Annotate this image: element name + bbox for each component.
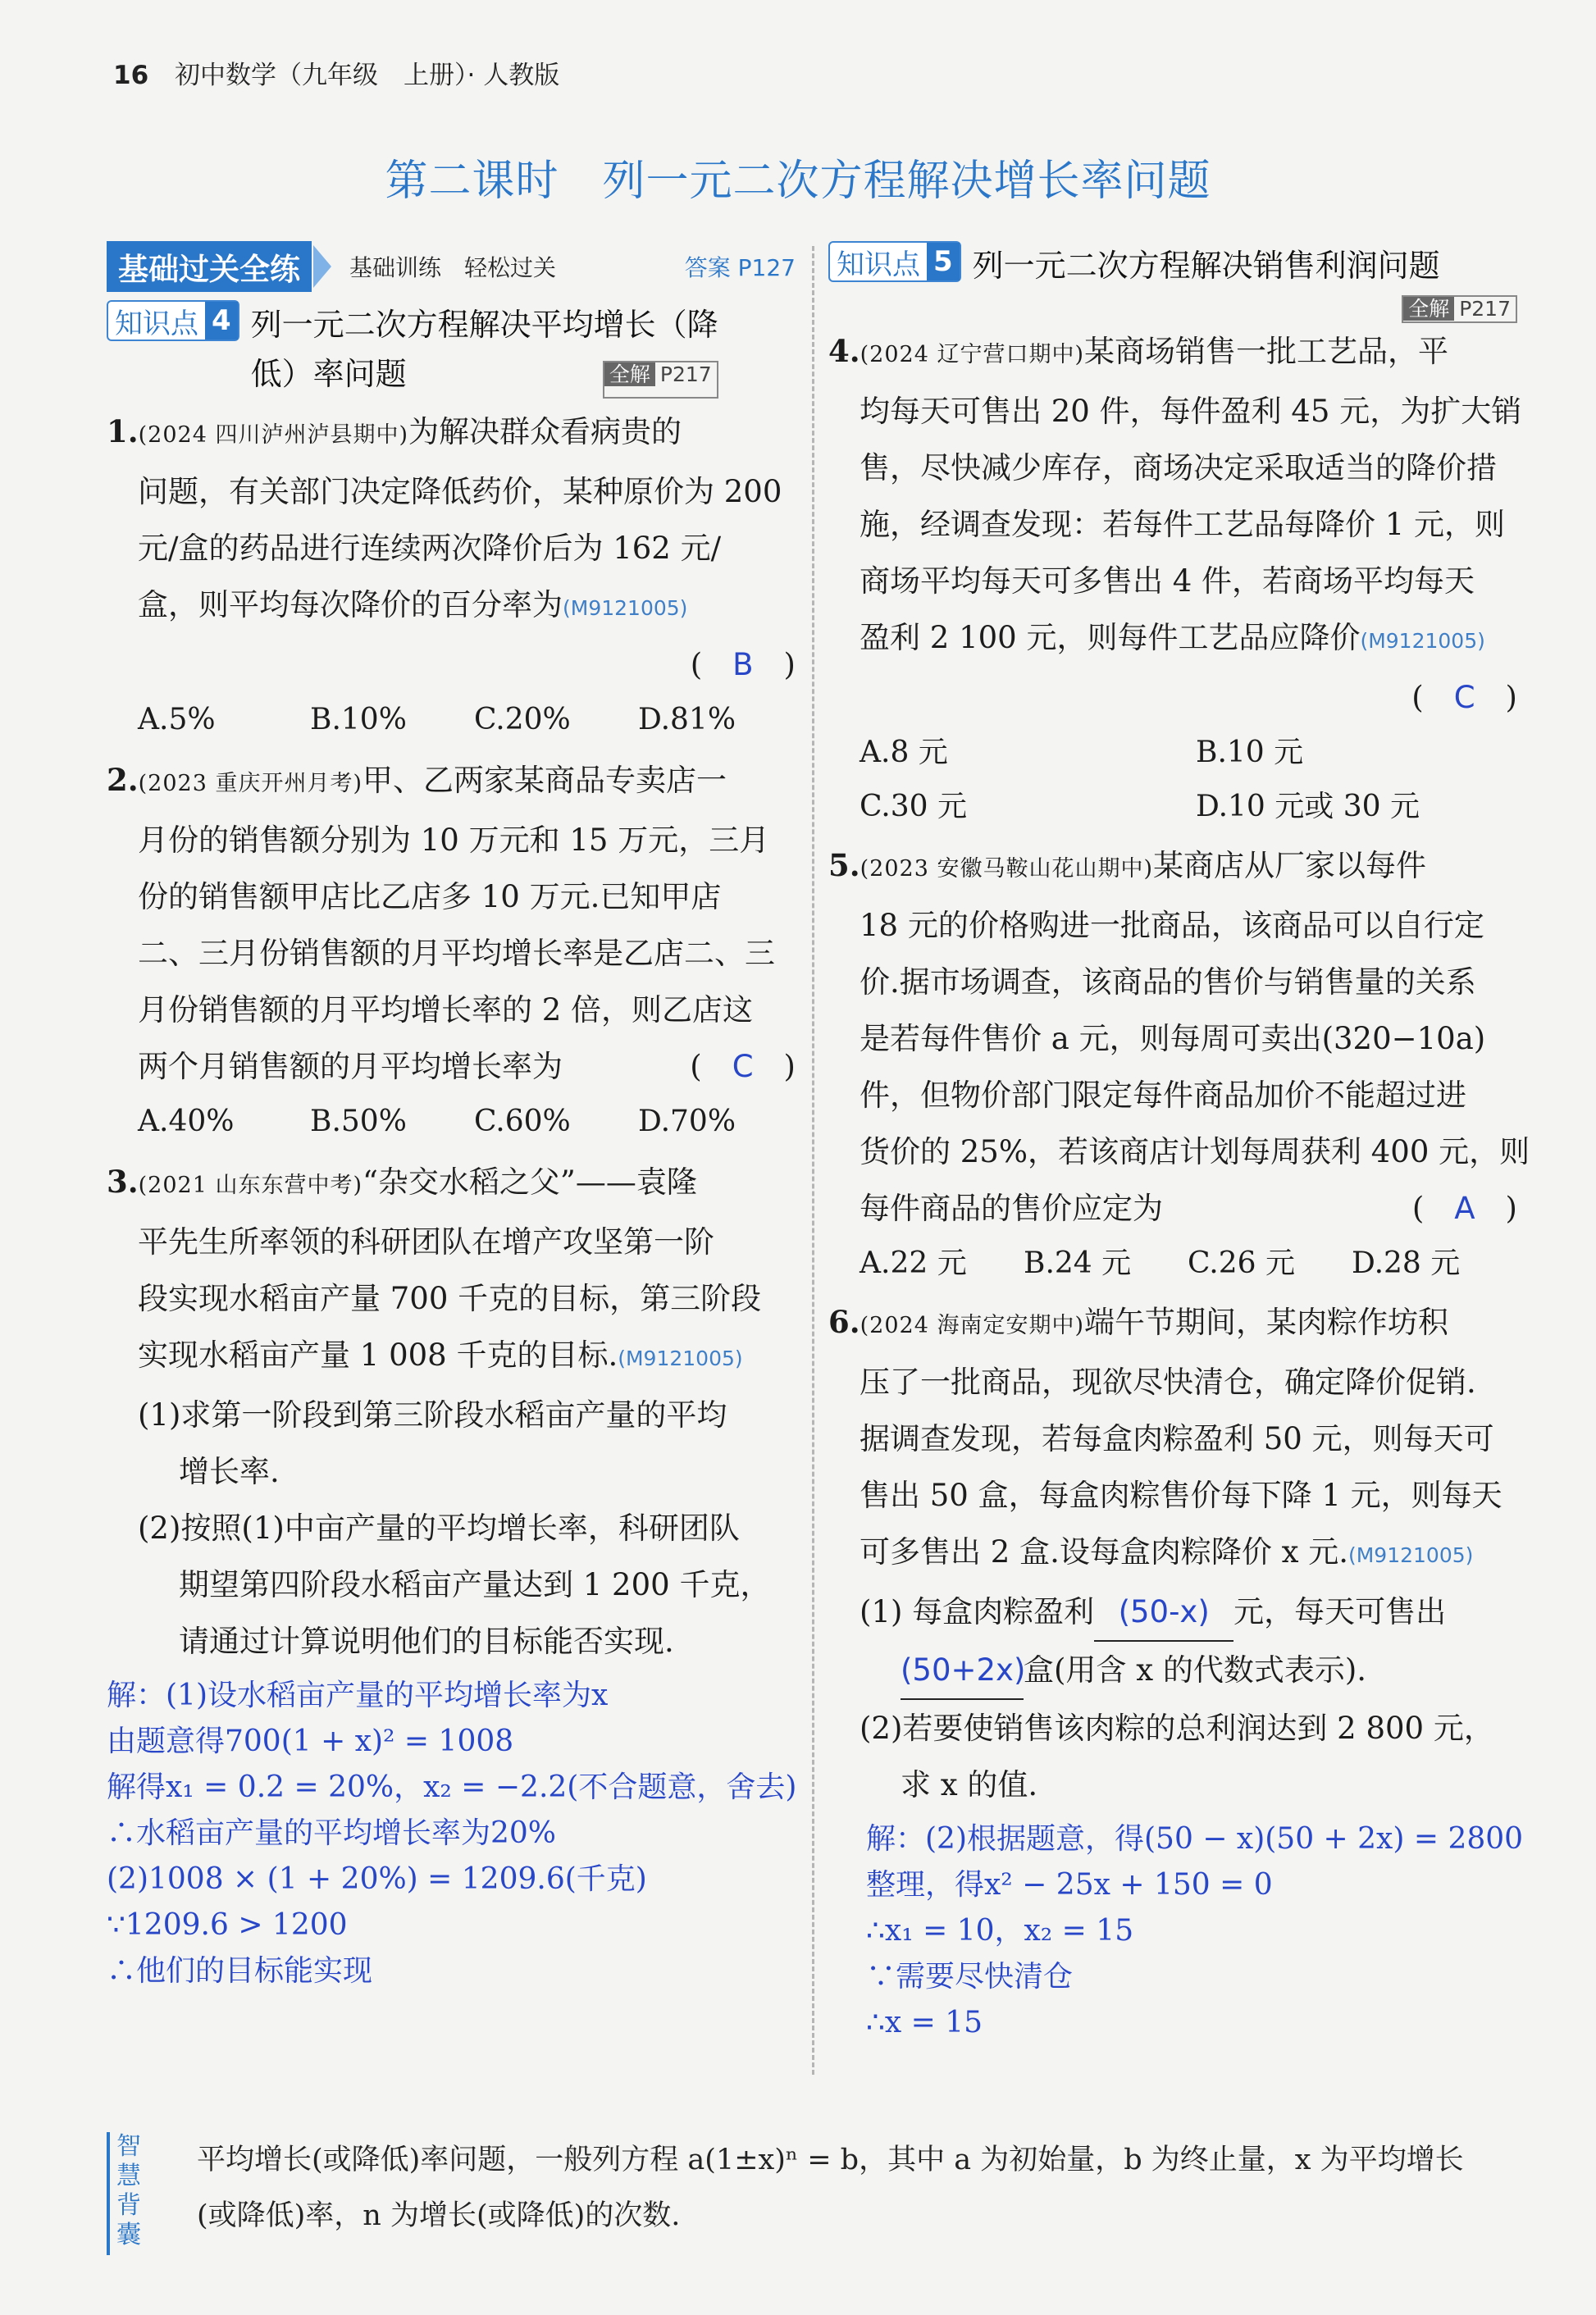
options-row bbox=[828, 726, 1517, 780]
question-2 bbox=[107, 752, 796, 1149]
full-solution-ref bbox=[1402, 295, 1517, 323]
subquestion-1 bbox=[828, 1642, 1517, 1700]
question-text: 份的销售额甲店比乙店多 10 万元.已知甲店 bbox=[138, 879, 722, 914]
question-number: 2. bbox=[107, 762, 139, 798]
subquestion-2: (2)按照(1)中亩产量的平均增长率，科研团队 bbox=[138, 1511, 740, 1546]
question-code: (M9121005) bbox=[1360, 629, 1485, 653]
subquestion-1 bbox=[828, 1584, 1517, 1642]
question-text: 端午节期间，某肉粽作坊积 bbox=[1084, 1305, 1449, 1340]
column-divider bbox=[812, 246, 814, 2075]
question-text: 元/盒的药品进行连续两次降价后为 162 元/ bbox=[138, 531, 722, 566]
answer-bracket: ( A ) bbox=[1411, 1191, 1517, 1226]
question-text: 二、三月份销售额的月平均增长率是乙店二、三 bbox=[138, 936, 775, 971]
question-text: 商场平均每天可多售出 4 件，若商场平均每天 bbox=[860, 563, 1475, 599]
question-text: “杂交水稻之父”——袁隆 bbox=[363, 1164, 697, 1200]
solution-line: ∴水稻亩产量的平均增长率为20% bbox=[107, 1816, 557, 1850]
full-label: 全解 bbox=[604, 362, 655, 386]
subquestion-2: (2)若要使销售该肉粽的总利润达到 2 800 元， bbox=[860, 1711, 1494, 1746]
question-code: (M9121005) bbox=[563, 596, 688, 620]
banner-subtitle: 基础训练 轻松过关 bbox=[349, 254, 557, 281]
banner-arrow-icon bbox=[313, 245, 331, 288]
question-4 bbox=[828, 323, 1522, 834]
answer-choice: A bbox=[1454, 1191, 1475, 1226]
right-column bbox=[828, 238, 1530, 2046]
question-text: 价.据市场调查，该商品的售价与销售量的关系 bbox=[860, 964, 1476, 1000]
question-5 bbox=[828, 837, 1530, 1291]
question-code: (M9121005) bbox=[618, 1347, 743, 1370]
full-solution-row bbox=[828, 295, 1517, 323]
question-text: 平先生所率领的科研团队在增产攻坚第一阶 bbox=[138, 1224, 714, 1260]
option-b: B.10% bbox=[310, 703, 407, 736]
question-text: 每件商品的售价应定为 bbox=[860, 1191, 1163, 1226]
knowledge-point-4 bbox=[107, 300, 796, 399]
solution-line: ∵需要尽快清仓 bbox=[866, 1960, 1074, 1994]
knowledge-point-tag bbox=[828, 241, 961, 282]
question-text: 盒，则平均每次降价的百分率为 bbox=[138, 587, 563, 622]
tip-line: (或降低)率，n 为增长(或降低)的次数. bbox=[197, 2199, 681, 2232]
solution-line: 解：(2)根据题意，得(50 − x)(50 + 2x) = 2800 bbox=[866, 1822, 1524, 1856]
question-number: 6. bbox=[828, 1304, 860, 1340]
option-a: A.22 元 bbox=[860, 1246, 967, 1280]
question-text: 施，经调查发现：若每件工艺品每降价 1 元，则 bbox=[860, 507, 1506, 542]
option-a: A.8 元 bbox=[860, 736, 948, 769]
question-text: 售，尽快减少库存，商场决定采取适当的降价措 bbox=[860, 450, 1497, 485]
tip-label: 智慧背囊 bbox=[107, 2132, 146, 2255]
question-text: 18 元的价格购进一批商品，该商品可以自行定 bbox=[860, 908, 1484, 943]
solution-line: 整理，得x² − 25x + 150 = 0 bbox=[866, 1868, 1273, 1902]
kp-tag-text: 知识点 bbox=[837, 248, 920, 281]
option-c: C.30 元 bbox=[860, 790, 967, 823]
kp-title-line2: 低）率问题 bbox=[250, 356, 407, 392]
option-d: D.28 元 bbox=[1352, 1246, 1461, 1280]
subquestion-1: 增长率. bbox=[179, 1454, 280, 1489]
sub-text: (1) 每盒肉粽盈利 bbox=[860, 1594, 1095, 1629]
question-number: 1. bbox=[107, 413, 139, 449]
solution-line: ∴x₁ = 10，x₂ = 15 bbox=[866, 1914, 1134, 1948]
full-solution-ref bbox=[603, 361, 718, 399]
option-d: D.70% bbox=[638, 1105, 736, 1138]
option-c: C.60% bbox=[474, 1105, 571, 1138]
full-page: P217 bbox=[1459, 297, 1511, 321]
option-d: D.10 元或 30 元 bbox=[1196, 790, 1420, 823]
kp-title bbox=[251, 300, 718, 399]
question-text: 件，但物价部门限定每件商品加价不能超过进 bbox=[860, 1078, 1466, 1113]
question-source: (2021 山东东营中考) bbox=[138, 1173, 363, 1198]
book-title: 初中数学（九年级 上册）· 人教版 bbox=[175, 61, 560, 90]
question-text: 据调查发现，若每盒肉粽盈利 50 元，则每天可 bbox=[860, 1421, 1494, 1456]
full-label: 全解 bbox=[1403, 297, 1454, 321]
left-column bbox=[107, 238, 796, 1994]
handwritten-solution bbox=[866, 1816, 1524, 2046]
question-text: 两个月销售额的月平均增长率为 bbox=[138, 1049, 563, 1084]
question-text: 售出 50 盒，每盒肉粽售价每下降 1 元，则每天 bbox=[860, 1478, 1503, 1513]
answer-choice: B bbox=[732, 647, 754, 682]
solution-line: (2)1008 × (1 + 20%) = 1209.6(千克) bbox=[107, 1862, 647, 1896]
question-text: 月份销售额的月平均增长率的 2 倍，则乙店这 bbox=[138, 992, 754, 1028]
options-row bbox=[828, 780, 1517, 834]
question-text: 压了一批商品，现欲尽快清仓，确定降价促销. bbox=[860, 1365, 1476, 1400]
sub-text: 盒(用含 x 的代数式表示). bbox=[1024, 1652, 1367, 1688]
answer-bracket: ( C ) bbox=[690, 1049, 796, 1084]
option-b: B.24 元 bbox=[1024, 1246, 1132, 1280]
solution-line: 解得x₁ = 0.2 = 20%，x₂ = −2.2(不合题意，舍去) bbox=[107, 1770, 797, 1804]
question-text: 为解决群众看病贵的 bbox=[408, 414, 682, 449]
page-header bbox=[113, 54, 559, 91]
question-text: 盈利 2 100 元，则每件工艺品应降价 bbox=[860, 620, 1361, 655]
option-c: C.26 元 bbox=[1188, 1246, 1295, 1280]
answer-page-ref: 答案 P127 bbox=[684, 254, 796, 281]
answer-choice: C bbox=[1453, 680, 1475, 715]
full-page: P217 bbox=[659, 362, 712, 386]
subquestion-2: 请通过计算说明他们的目标能否实现. bbox=[179, 1624, 674, 1659]
kp-tag-text: 知识点 bbox=[115, 307, 198, 340]
question-source: (2023 重庆开州月考) bbox=[138, 771, 363, 796]
kp-title-line1: 列一元二次方程解决平均增长（降 bbox=[250, 307, 718, 343]
answer-bracket: ( B ) bbox=[690, 647, 796, 682]
subquestion-1: (1)求第一阶段到第三阶段水稻亩产量的平均 bbox=[138, 1397, 727, 1433]
question-text: 货价的 25%，若该商店计划每周获利 400 元，则 bbox=[860, 1134, 1530, 1169]
kp-number: 4 bbox=[205, 302, 238, 340]
knowledge-point-tag bbox=[107, 300, 239, 341]
sub-text: 元，每天可售出 bbox=[1233, 1594, 1447, 1629]
tip-text bbox=[197, 2132, 1596, 2244]
question-source: (2024 四川泸州泸县期中) bbox=[138, 422, 409, 448]
question-source: (2024 辽宁营口期中) bbox=[860, 342, 1085, 367]
question-number: 4. bbox=[828, 333, 860, 369]
question-6 bbox=[828, 1294, 1524, 2046]
question-code: (M9121005) bbox=[1347, 1543, 1474, 1567]
tip-line: 平均增长(或降低)率问题，一般列方程 a(1±x)ⁿ = b，其中 a 为初始量，b 为终止量，x 为平均增长 bbox=[197, 2144, 1464, 2176]
solution-line: ∴他们的目标能实现 bbox=[107, 1954, 373, 1988]
option-a: A.5% bbox=[138, 703, 216, 736]
solution-line: 解：(1)设水稻亩产量的平均增长率为x bbox=[107, 1679, 609, 1712]
answer-bracket: ( C ) bbox=[1411, 680, 1517, 715]
option-b: B.10 元 bbox=[1196, 736, 1304, 769]
knowledge-point-5 bbox=[828, 241, 1517, 290]
question-text: 某商店从厂家以每件 bbox=[1153, 848, 1427, 883]
solution-line: ∴x = 15 bbox=[866, 2006, 983, 2039]
question-3 bbox=[107, 1154, 796, 1994]
solution-line: ∵1209.6 > 1200 bbox=[107, 1908, 348, 1942]
answer-choice: C bbox=[732, 1049, 754, 1084]
question-text: 是若每件售价 a 元，则每周可卖出(320−10a) bbox=[860, 1021, 1486, 1056]
option-a: A.40% bbox=[138, 1105, 235, 1138]
question-text: 某商场销售一批工艺品，平 bbox=[1084, 334, 1449, 369]
options-row bbox=[107, 693, 796, 747]
question-text: 问题，有关部门决定降低药价，某种原价为 200 bbox=[138, 474, 782, 509]
kp-number: 5 bbox=[927, 243, 960, 280]
lesson-title: 第二课时 列一元二次方程解决增长率问题 bbox=[385, 157, 1211, 206]
options-row bbox=[828, 1237, 1517, 1291]
question-text: 实现水稻亩产量 1 008 千克的目标. bbox=[138, 1338, 618, 1373]
subquestion-2: 求 x 的值. bbox=[901, 1767, 1038, 1802]
question-text: 可多售出 2 盒.设每盒肉粽降价 x 元. bbox=[860, 1534, 1348, 1570]
solution-line: 由题意得700(1 + x)² = 1008 bbox=[107, 1725, 514, 1758]
question-1 bbox=[107, 403, 796, 747]
handwritten-solution bbox=[107, 1673, 796, 1994]
option-b: B.50% bbox=[310, 1105, 407, 1138]
answer-blank-1: (50-x) bbox=[1094, 1584, 1233, 1642]
question-text: 月份的销售额分别为 10 万元和 15 万元，三月 bbox=[138, 823, 770, 858]
answer-blank-2: (50+2x) bbox=[901, 1642, 1024, 1700]
question-source: (2023 安徽马鞍山花山期中) bbox=[860, 856, 1154, 882]
question-source: (2024 海南定安期中) bbox=[860, 1313, 1085, 1338]
question-text: 甲、乙两家某商品专卖店一 bbox=[363, 763, 727, 798]
subquestion-2: 期望第四阶段水稻亩产量达到 1 200 千克， bbox=[179, 1567, 771, 1602]
question-number: 5. bbox=[828, 847, 860, 883]
options-row bbox=[107, 1095, 796, 1149]
question-text: 段实现水稻亩产量 700 千克的目标，第三阶段 bbox=[138, 1281, 762, 1316]
option-d: D.81% bbox=[638, 703, 736, 736]
kp-title-row2 bbox=[251, 349, 718, 399]
question-number: 3. bbox=[107, 1164, 139, 1200]
kp-title: 列一元二次方程解决销售利润问题 bbox=[972, 248, 1440, 284]
banner-label: 基础过关全练 bbox=[107, 241, 312, 292]
section-banner bbox=[107, 238, 796, 295]
page-number: 16 bbox=[113, 61, 149, 90]
question-text: 均每天可售出 20 件，每件盈利 45 元，为扩大销 bbox=[860, 394, 1522, 429]
option-c: C.20% bbox=[474, 703, 571, 736]
